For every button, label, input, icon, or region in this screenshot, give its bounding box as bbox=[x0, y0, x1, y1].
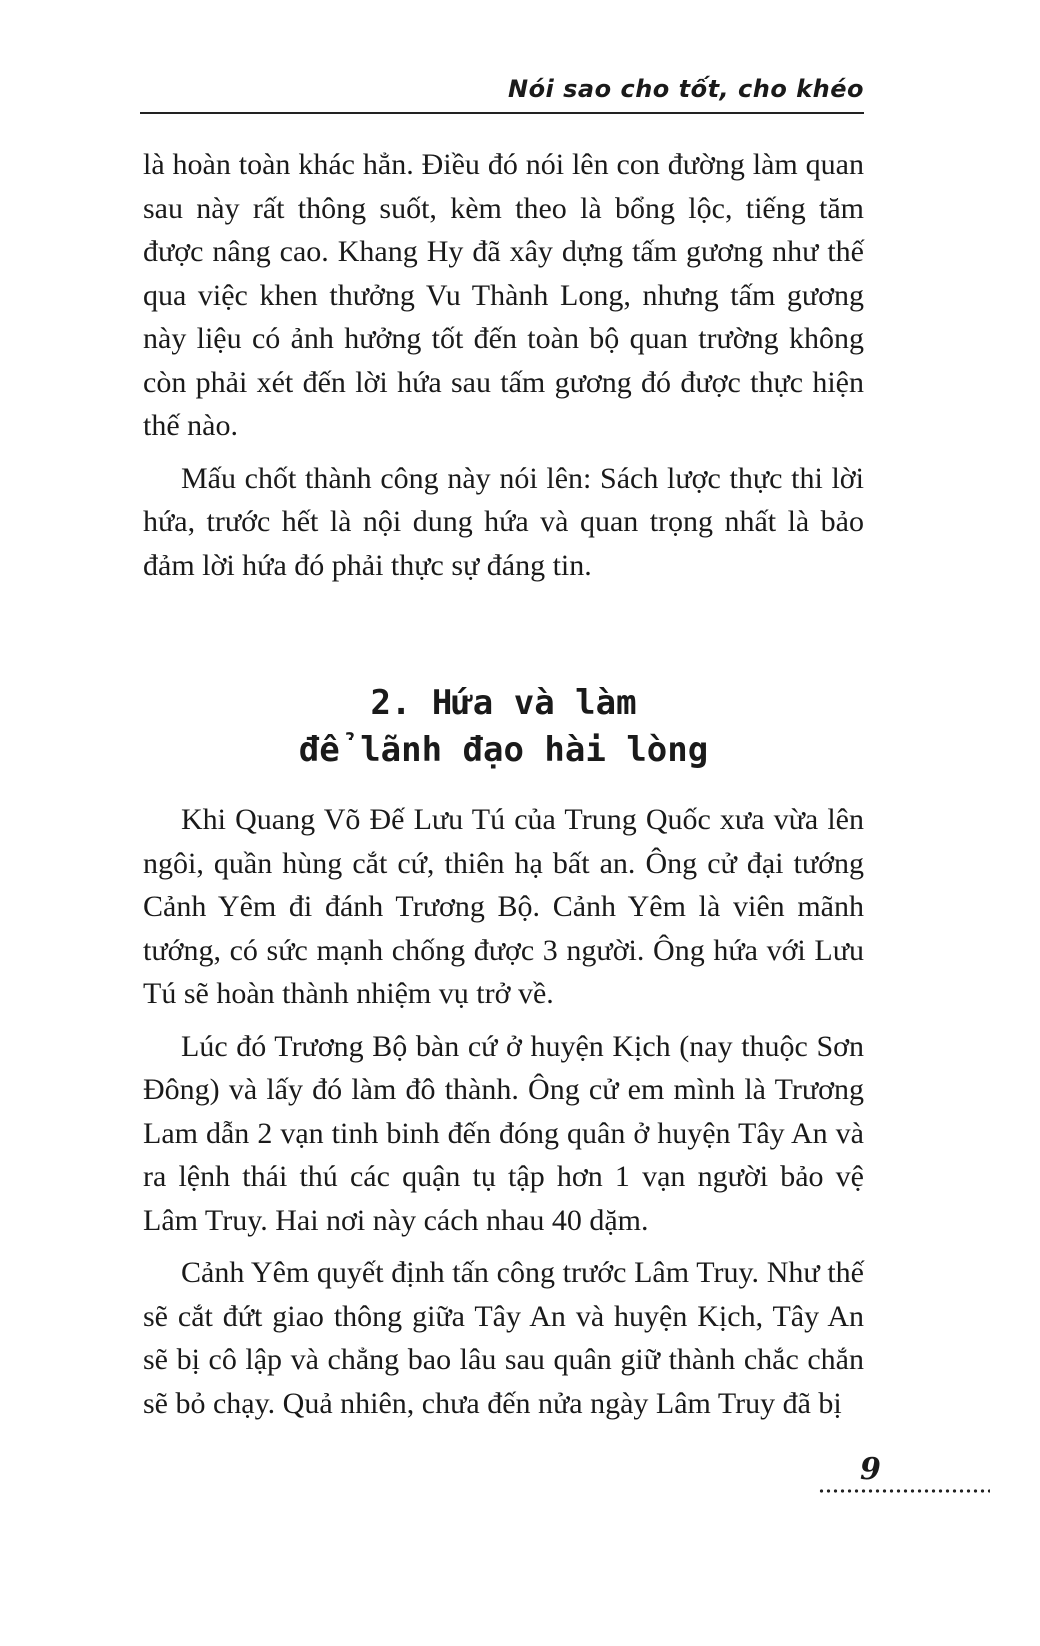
paragraph: Mấu chốt thành công này nói lên: Sách lược thực thi lời hứa, trước hết là nội dung hứa và quan trọng nhất là bảo đảm lời hứa đó phải thực sự đáng tin. bbox=[143, 461, 864, 582]
page-footer bbox=[818, 1452, 998, 1500]
section-heading bbox=[143, 680, 864, 774]
running-header bbox=[140, 72, 864, 114]
paragraph-continued: là hoàn toàn khác hẳn. Điều đó nói lên con đường làm quan sau này rất thông suốt, kèm theo là bổng lộc, tiếng tăm được nâng cao. Khang Hy đã xây dựng tấm gương như thế qua việc khen thưởng Vu Thành Long, nhưng tấm gương này liệu có ảnh hưởng tốt đến toàn bộ quan trường không còn phải xét đến lời hứa sau tấm gương đó được thực hiện thế nào. bbox=[143, 148, 864, 442]
section-heading-line-1: 2. Hứa và làm bbox=[370, 683, 637, 723]
paragraph: Lúc đó Trương Bộ bàn cứ ở huyện Kịch (nay thuộc Sơn Đông) và lấy đó làm đô thành. Ông cử em mình là Trương Lam dẫn 2 vạn tinh binh đến đóng quân ở huyện Tây An và ra lệnh thái thú các quận tụ tập hơn 1 vạn người bảo vệ Lâm Truy. Hai nơi này cách nhau 40 dặm. bbox=[143, 1029, 864, 1237]
running-title: Nói sao cho tốt, cho khéo bbox=[507, 75, 864, 103]
dotted-rule bbox=[818, 1488, 990, 1494]
paragraph: Cảnh Yêm quyết định tấn công trước Lâm Truy. Như thế sẽ cắt đứt giao thông giữa Tây An và huyện Kịch, Tây An sẽ bị cô lập và chẳng bao lâu sau quân giữ thành chắc chắn sẽ bỏ chạy. Quả nhiên, chưa đến nửa ngày Lâm Truy đã bị bbox=[143, 1256, 864, 1420]
top-text-block bbox=[143, 143, 864, 596]
page-number: 9 bbox=[860, 1452, 881, 1487]
paragraph: Khi Quang Võ Đế Lưu Tú của Trung Quốc xưa vừa lên ngôi, quần hùng cắt cứ, thiên hạ bất an. Ông cử đại tướng Cảnh Yêm đi đánh Trương Bộ. Cảnh Yêm là viên mãnh tướng, có sức mạnh chống được 3 người. Ông hứa với Lưu Tú sẽ hoàn thành nhiệm vụ trở về. bbox=[143, 803, 864, 1010]
section-text-block bbox=[143, 798, 864, 1434]
section-heading-line-2: để lãnh đạo hài lòng bbox=[298, 730, 709, 770]
